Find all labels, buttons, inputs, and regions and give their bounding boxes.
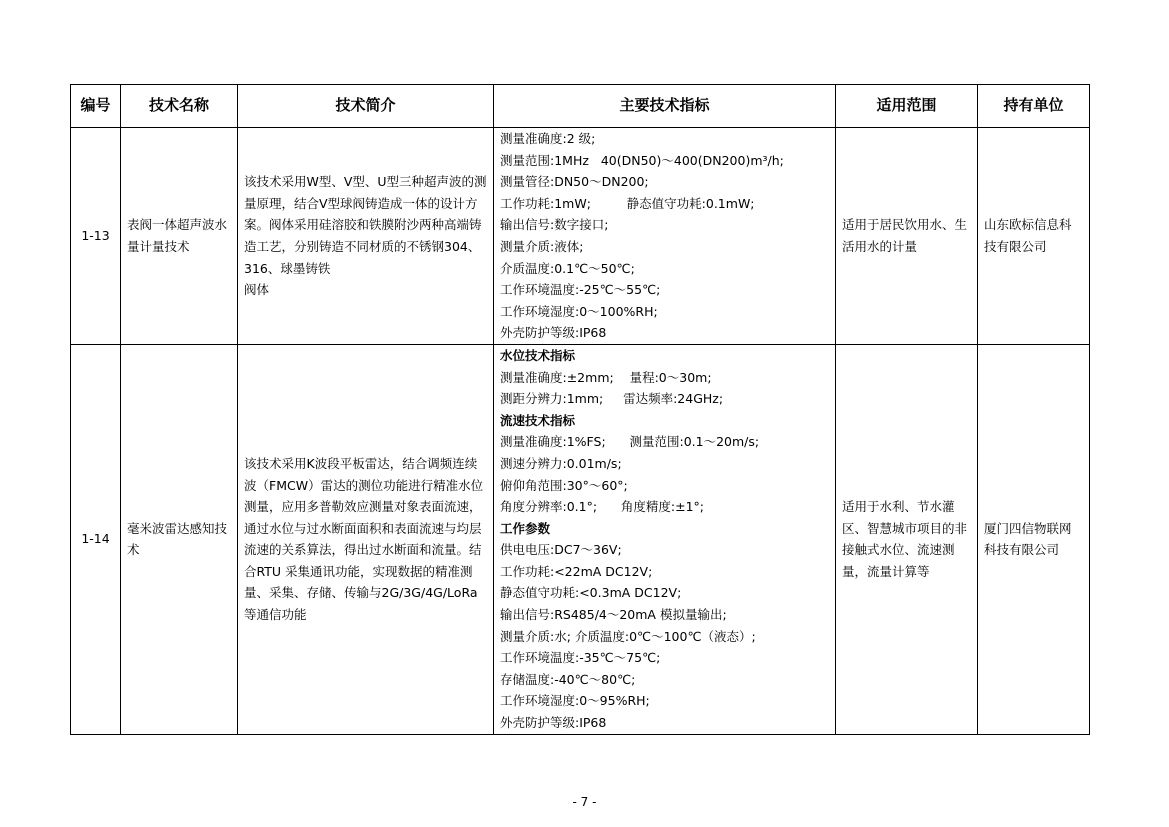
tech-scope: 适用于水利、节水灌区、智慧城市项目的非接触式水位、流速测量，流量计算等 — [836, 344, 978, 734]
header-id: 编号 — [71, 85, 121, 128]
header-intro: 技术简介 — [238, 85, 494, 128]
spec-line: 测距分辨力:1mm; 雷达频率:24GHz; — [500, 391, 724, 407]
spec-line: 测速分辨力:0.01m/s; — [500, 455, 622, 471]
header-specs: 主要技术指标 — [494, 85, 836, 128]
spec-line: 角度分辨率:0.1°; 角度精度:±1°; — [500, 499, 704, 515]
tech-intro — [238, 128, 494, 345]
table-row — [71, 128, 1090, 345]
spec-heading: 流速技术指标 — [500, 412, 576, 428]
spec-line: 存储温度:-40℃～80℃; — [500, 671, 636, 687]
tech-scope: 适用于居民饮用水、生活用水的计量 — [836, 128, 978, 345]
tech-holder: 厦门四信物联网科技有限公司 — [978, 344, 1090, 734]
spec-line: 工作环境湿度:0～100%RH; — [500, 303, 658, 319]
tech-intro — [238, 344, 494, 734]
header-holder: 持有单位 — [978, 85, 1090, 128]
spec-line: 工作功耗:<22mA DC12V; — [500, 563, 653, 579]
tech-id: 1-13 — [71, 128, 121, 345]
header-name: 技术名称 — [121, 85, 238, 128]
spec-line: 外壳防护等级:IP68 — [500, 715, 607, 731]
spec-line: 测量范围:1MHz 40(DN50)～400(DN200)m³/h; — [500, 152, 784, 168]
spec-line: 测量准确度:1%FS; 测量范围:0.1～20m/s; — [500, 434, 760, 450]
spec-line: 供电电压:DC7～36V; — [500, 542, 622, 558]
spec-heading: 水位技术指标 — [500, 347, 576, 363]
spec-line: 测量管径:DN50～DN200; — [500, 174, 649, 190]
tech-id: 1-14 — [71, 344, 121, 734]
tech-name: 表阀一体超声波水量计量技术 — [121, 128, 238, 345]
tech-name: 毫米波雷达感知技术 — [121, 344, 238, 734]
spec-line: 静态值守功耗:<0.3mA DC12V; — [500, 585, 682, 601]
spec-line: 介质温度:0.1℃～50℃; — [500, 260, 635, 276]
spec-line: 输出信号:RS485/4～20mA 模拟量输出; — [500, 607, 727, 623]
spec-line: 测量准确度:2 级; — [500, 131, 596, 146]
spec-line: 测量介质:液体; — [500, 238, 584, 254]
header-scope: 适用范围 — [836, 85, 978, 128]
spec-line: 工作环境湿度:0～95%RH; — [500, 693, 650, 709]
spec-line: 输出信号:数字接口; — [500, 217, 609, 233]
spec-line: 外壳防护等级:IP68 — [500, 325, 607, 341]
spec-line: 工作功耗:1mW; 静态值守功耗:0.1mW; — [500, 195, 755, 211]
intro-paragraph: 该技术采用W型、V型、U型三种超声波的测量原理，结合V型球阀铸造成一体的设计方案。阀体采用硅溶胶和铁膜附沙两种高端铸造工艺，分别铸造不同材质的不锈钢304、316、球墨铸铁 — [244, 174, 487, 276]
spec-line: 测量准确度:±2mm; 量程:0～30m; — [500, 369, 712, 385]
spec-line: 工作环境温度:-35℃～75℃; — [500, 650, 661, 666]
tech-specs — [494, 128, 836, 345]
spec-heading: 工作参数 — [500, 520, 551, 536]
header-row — [71, 85, 1090, 128]
intro-paragraph: 该技术采用K波段平板雷达，结合调频连续波（FMCW）雷达的测位功能进行精准水位测量，应用多普勒效应测量对象表面流速，通过水位与过水断面面积和表面流速与均层流速的关系算法，得出过水断面和流量。结合RTU 采集通讯功能，实现数据的精准测量、采集、存储、传输与2G/3G/4G/LoRa 等通信功能 — [244, 455, 484, 623]
spec-line: 俯仰角范围:30°～60°; — [500, 477, 628, 493]
technology-table — [70, 84, 1090, 735]
spec-line: 测量介质:水; 介质温度:0℃～100℃（液态）; — [500, 628, 756, 644]
table-row — [71, 344, 1090, 734]
tech-specs — [494, 344, 836, 734]
page-number: - 7 - — [572, 795, 597, 809]
tech-holder: 山东欧标信息科技有限公司 — [978, 128, 1090, 345]
intro-paragraph: 阀体 — [244, 282, 270, 298]
spec-line: 工作环境温度:-25℃～55℃; — [500, 282, 661, 298]
